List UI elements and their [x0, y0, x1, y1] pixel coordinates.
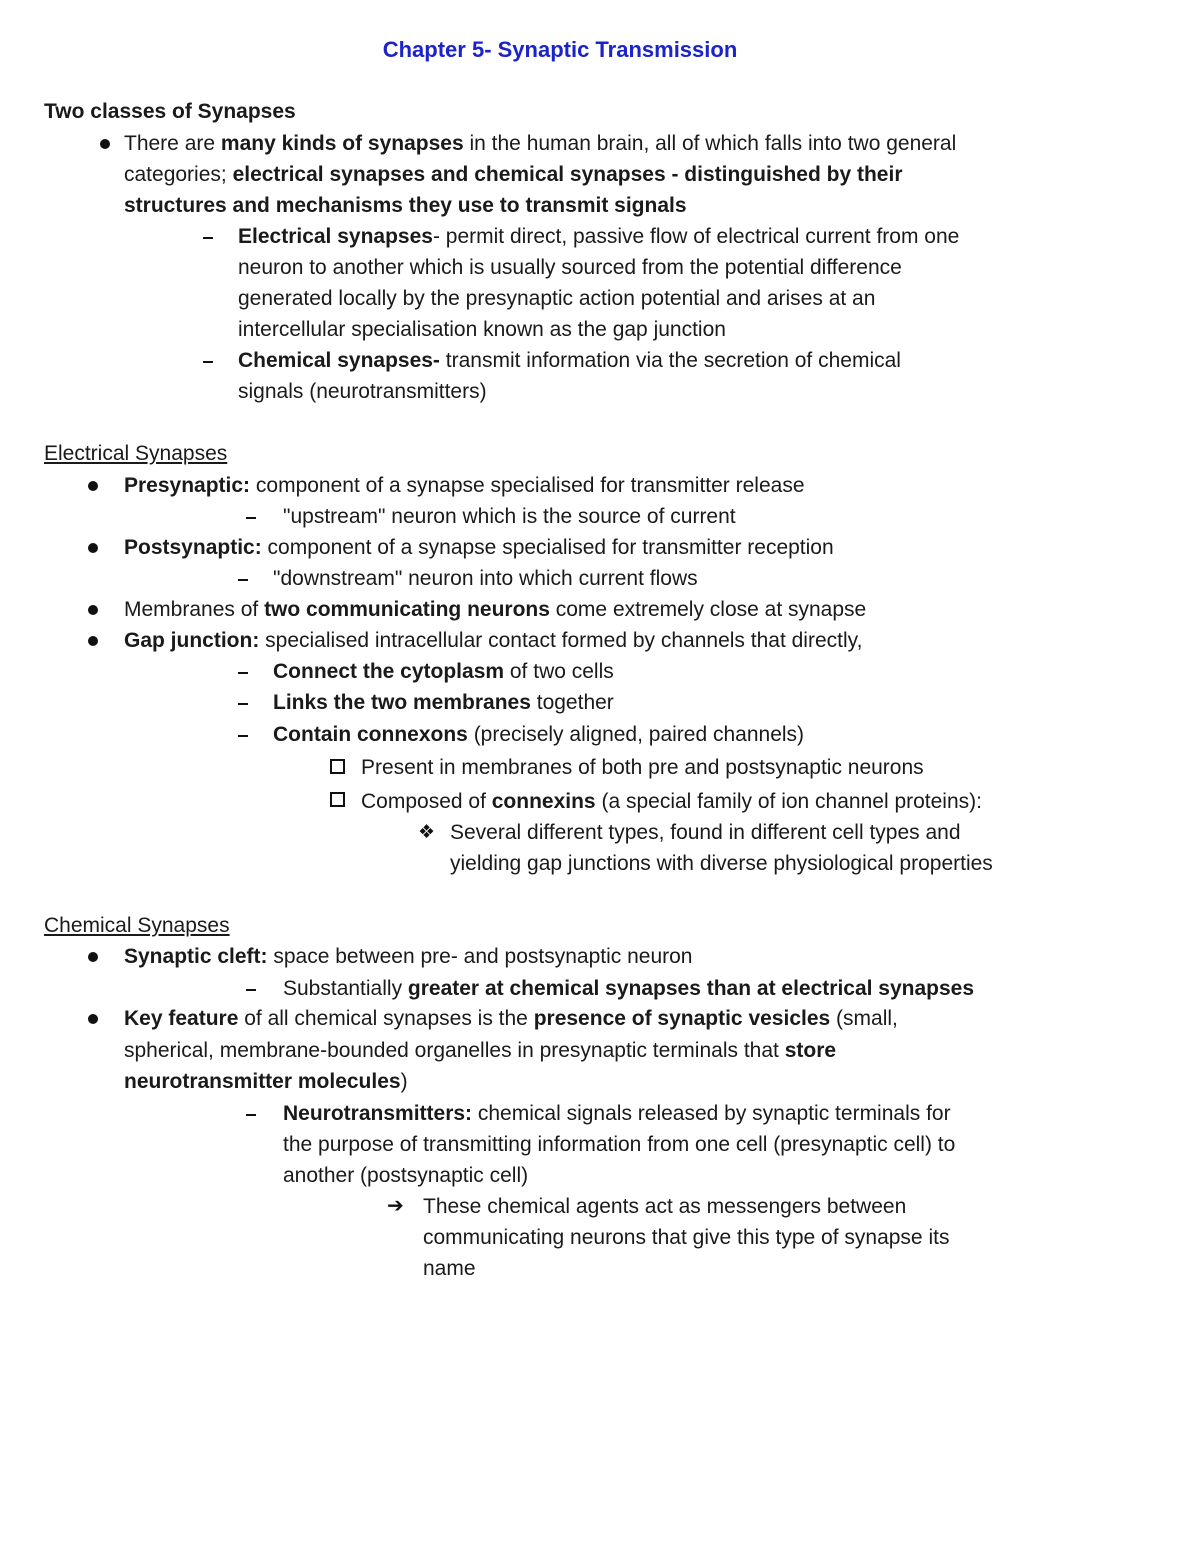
dash-marker	[238, 672, 248, 674]
text-line: intercellular specialisation known as the gap junction	[238, 318, 726, 341]
dash-marker	[203, 361, 213, 363]
text-line: Present in membranes of both pre and postsynaptic neurons	[361, 756, 924, 779]
dash-marker	[203, 237, 213, 239]
text-line: "downstream" neuron into which current flows	[273, 567, 698, 590]
bullet-dot	[88, 1014, 98, 1024]
section-heading-electrical: Electrical Synapses	[44, 442, 228, 465]
bullet-dot	[100, 139, 110, 149]
text-line: These chemical agents act as messengers between	[423, 1195, 907, 1218]
text-line: communicating neurons that give this type of synapse its	[423, 1226, 950, 1249]
text-line: name	[423, 1257, 476, 1280]
text-line: "upstream" neuron which is the source of current	[283, 505, 736, 528]
diamond-bullet-icon: ❖	[418, 822, 436, 843]
text-line: Electrical synapses- permit direct, passive flow of electrical current from one	[238, 225, 960, 248]
text-line: Membranes of two communicating neurons come extremely close at synapse	[124, 598, 867, 621]
dash-marker	[238, 735, 248, 737]
text-line: categories; electrical synapses and chemical synapses - distinguished by their	[124, 163, 903, 186]
text-line: signals (neurotransmitters)	[238, 380, 487, 403]
text-line: neurotransmitter molecules)	[124, 1070, 408, 1093]
dash-marker	[246, 517, 256, 519]
checkbox-square-icon	[330, 792, 345, 807]
dash-marker	[238, 579, 248, 581]
text-line: generated locally by the presynaptic action potential and arises at an	[238, 287, 876, 310]
text-line: Gap junction: specialised intracellular contact formed by channels that directly,	[124, 629, 863, 652]
bullet-dot	[88, 605, 98, 615]
section-heading-chemical: Chemical Synapses	[44, 914, 230, 937]
text-line: Postsynaptic: component of a synapse specialised for transmitter reception	[124, 536, 834, 559]
text-line: another (postsynaptic cell)	[283, 1164, 529, 1187]
text-line: the purpose of transmitting information from one cell (presynaptic cell) to	[283, 1133, 956, 1156]
text-line: Links the two membranes together	[273, 691, 614, 714]
text-line: Several different types, found in different cell types and	[450, 821, 961, 844]
text-line: Presynaptic: component of a synapse specialised for transmitter release	[124, 474, 805, 497]
bullet-dot	[88, 543, 98, 553]
text-line: Key feature of all chemical synapses is the presence of synaptic vesicles (small,	[124, 1007, 898, 1030]
bullet-dot	[88, 636, 98, 646]
text-line: Chemical synapses- transmit information via the secretion of chemical	[238, 349, 901, 372]
text-line: There are many kinds of synapses in the human brain, all of which falls into two general	[124, 132, 957, 155]
checkbox-square-icon	[330, 759, 345, 774]
dash-marker	[238, 703, 248, 705]
text-line: Neurotransmitters: chemical signals released by synaptic terminals for	[283, 1102, 951, 1125]
text-line: Contain connexons (precisely aligned, paired channels)	[273, 723, 805, 746]
text-line: Substantially greater at chemical synapses than at electrical synapses	[283, 977, 975, 1000]
section-heading-two-classes: Two classes of Synapses	[44, 100, 296, 123]
text-line: Synaptic cleft: space between pre- and postsynaptic neuron	[124, 945, 693, 968]
arrow-bullet-icon: ➔	[387, 1195, 404, 1217]
bullet-dot	[88, 481, 98, 491]
dash-marker	[246, 989, 256, 991]
bullet-dot	[88, 952, 98, 962]
text-line: Connect the cytoplasm of two cells	[273, 660, 614, 683]
dash-marker	[246, 1114, 256, 1116]
page-title: Chapter 5- Synaptic Transmission	[382, 37, 738, 62]
text-line: spherical, membrane-bounded organelles in presynaptic terminals that store	[124, 1039, 837, 1062]
text-line: structures and mechanisms they use to transmit signals	[124, 194, 687, 217]
text-line: Composed of connexins (a special family of ion channel proteins):	[361, 790, 982, 813]
text-line: yielding gap junctions with diverse physiological properties	[450, 852, 993, 875]
text-line: neuron to another which is usually sourced from the potential difference	[238, 256, 902, 279]
